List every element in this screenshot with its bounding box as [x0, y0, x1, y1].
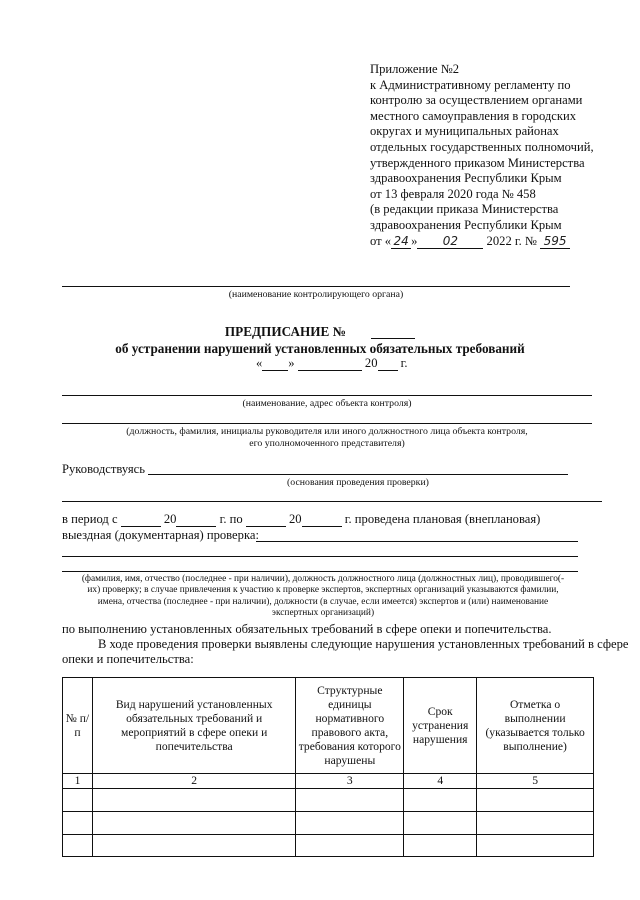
inspectors-caption — [58, 574, 588, 620]
period-year1-blank — [176, 513, 216, 527]
header-cell-violation: Вид нарушений установленных обязательных требований и мероприятий в сфере опеки и попечительства — [92, 678, 295, 774]
body-text-2b: опеки и попечительства: — [62, 652, 194, 666]
order-title — [0, 324, 640, 340]
date-mid: » — [411, 233, 418, 248]
period-year2-blank — [302, 513, 342, 527]
table-cell — [63, 789, 93, 812]
day-blank — [262, 357, 288, 371]
table-cell — [63, 835, 93, 857]
numbering-cell: 1 — [63, 774, 93, 789]
table-cell — [296, 835, 404, 857]
control-org-caption: (наименование контролирующего органа) — [228, 289, 404, 300]
table-numbering-row — [63, 774, 594, 789]
order-number-blank — [371, 325, 415, 339]
numbering-cell: 5 — [477, 774, 594, 789]
body-text-2a: В ходе проведения проверки выявлены следующие нарушения установленных требований в сфере — [98, 637, 629, 651]
header-cell-deadline: Срок устранения нарушения — [404, 678, 477, 774]
inspectors-caption-4: экспертных организаций) — [271, 608, 375, 619]
date-open-quote: « — [256, 356, 263, 370]
table-header-row — [63, 678, 594, 774]
handwritten-day: 24 — [391, 235, 411, 249]
header-line: контролю за осуществлением органами — [370, 93, 583, 108]
inspection-line-2 — [62, 556, 578, 557]
table-row — [63, 789, 594, 812]
period-year-2: 20 — [289, 512, 302, 526]
order-subtitle: об устранении нарушений установленных обязательных требований — [115, 341, 525, 356]
year-blank — [378, 357, 398, 371]
table-cell — [92, 812, 295, 835]
official-caption-2: его уполномоченного представителя) — [249, 438, 405, 449]
inspection-line-3 — [62, 571, 578, 572]
handwritten-number: 595 — [540, 235, 570, 249]
header-cell-structural-units: Структурные единицы нормативного правового акта, требования которого нарушены — [296, 678, 404, 774]
header-line: отдельных государственных полномочий, — [370, 139, 594, 154]
inspectors-caption-2: их) проверку; в случае привлечения к участию к проверке экспертов, экспертных организаций указываются фамилии, — [87, 585, 559, 596]
header-line: здравоохранения Республики Крым — [370, 171, 562, 186]
inspection-type: выездная (документарная) проверка: — [62, 528, 259, 542]
table-cell — [296, 789, 404, 812]
handwritten-month: 02 — [417, 235, 483, 249]
official-line — [62, 423, 592, 424]
header-line: здравоохранения Республики Крым — [370, 217, 562, 232]
table-cell — [92, 835, 295, 857]
table-cell — [477, 835, 594, 857]
period-mid: г. по — [219, 512, 243, 526]
object-caption: (наименование, адрес объекта контроля) — [242, 398, 412, 409]
table-cell — [92, 789, 295, 812]
header-line: округах и муниципальных районах — [370, 124, 559, 139]
period-prefix: в период с — [62, 512, 118, 526]
header-line: от 13 февраля 2020 года № 458 — [370, 186, 536, 201]
order-title-text: ПРЕДПИСАНИЕ № — [224, 324, 346, 339]
table-cell — [477, 812, 594, 835]
violations-table — [62, 677, 594, 857]
header-line: Приложение №2 — [370, 62, 460, 76]
period-end-blank — [246, 513, 286, 527]
table-cell — [404, 789, 477, 812]
numbering-cell: 2 — [92, 774, 295, 789]
date-prefix: от « — [370, 233, 392, 248]
order-date — [256, 356, 408, 371]
date-year: 2022 г. № — [486, 233, 537, 248]
inspection-line-1 — [256, 541, 578, 542]
inspectors-caption-1: (фамилия, имя, отчество (последнее - при наличии), должность должностного лица (должностных лиц), проводившего(- — [81, 574, 565, 584]
table-cell — [63, 812, 93, 835]
grounds-line-2 — [62, 501, 602, 502]
header-cell-completion-mark: Отметка о выполнении (указывается только выполнение) — [477, 678, 594, 774]
appendix-header — [370, 62, 620, 249]
date-close-quote: » — [288, 356, 295, 370]
header-line: местного самоуправления в городских — [370, 108, 577, 123]
period-year-1: 20 — [163, 512, 177, 526]
edition-date-line — [370, 234, 620, 250]
table-row — [63, 812, 594, 835]
header-line: (в редакции приказа Министерства — [370, 202, 559, 217]
header-cell-number: № п/п — [63, 678, 93, 774]
table-cell — [477, 789, 594, 812]
month-blank — [298, 357, 362, 371]
header-line: утвержденного приказом Министерства — [370, 155, 585, 170]
object-line — [62, 395, 592, 396]
year-suffix: г. — [400, 356, 408, 370]
control-org-line — [62, 286, 570, 287]
table-cell — [404, 812, 477, 835]
period-suffix: г. проведена плановая (внеплановая) — [344, 512, 541, 526]
inspectors-caption-3: имена, отчества (последнее - при наличии), должности (в случае, если имеется) экспертов и (или) наименование — [97, 596, 549, 607]
grounds-caption: (основания проведения проверки) — [287, 477, 429, 488]
header-line: к Административному регламенту по — [370, 77, 571, 92]
guided-by-label: Руководствуясь — [62, 462, 145, 476]
official-caption-1: (должность, фамилия, инициалы руководителя или иного должностного лица объекта контроля, — [126, 426, 528, 437]
period-start-blank — [121, 513, 161, 527]
numbering-cell: 3 — [296, 774, 404, 789]
table-cell — [296, 812, 404, 835]
table-cell — [404, 835, 477, 857]
year-prefix: 20 — [364, 356, 378, 370]
numbering-cell: 4 — [404, 774, 477, 789]
period-line — [62, 512, 540, 527]
body-text-1: по выполнению установленных обязательных требований в сфере опеки и попечительства. — [62, 622, 552, 636]
table-row — [63, 835, 594, 857]
grounds-line — [148, 474, 568, 475]
